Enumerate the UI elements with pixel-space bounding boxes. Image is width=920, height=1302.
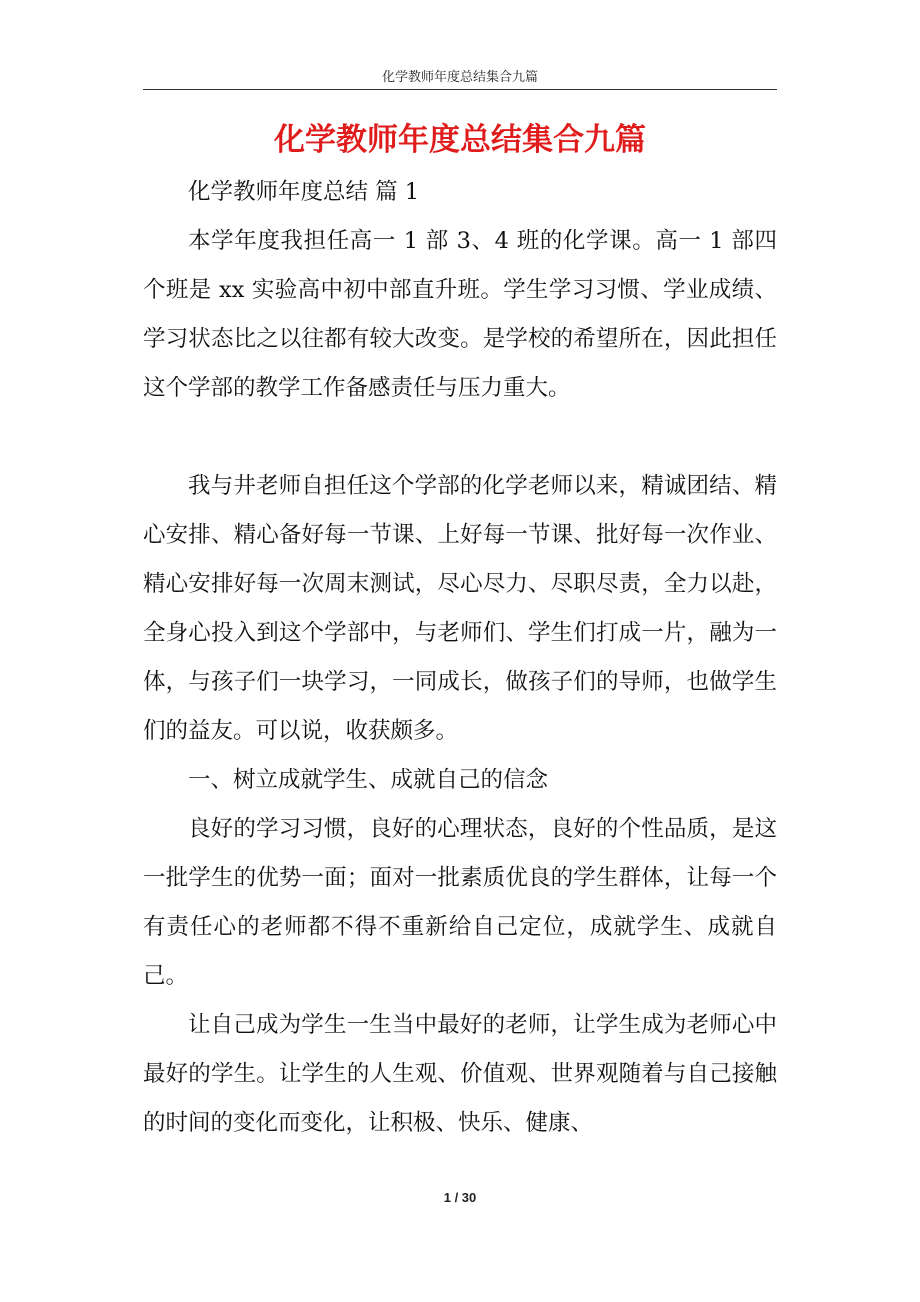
section-heading: 一、树立成就学生、成就自己的信念 xyxy=(188,767,549,793)
page-number: 1 / 30 xyxy=(443,1190,477,1205)
document-body xyxy=(143,168,777,1148)
body-paragraph: 良好的学习习惯，良好的心理状态，良好的个性品质，是这一批学生的优势一面；面对一批素质优良的学生群体，让每一个有责任心的老师都不得不重新给自己定位，成就学生、成就自己。 xyxy=(143,816,777,989)
body-paragraph: 我与井老师自担任这个学部的化学老师以来，精诚团结、精心安排、精心备好每一节课、上好每一节课、批好每一次作业、精心安排好每一次周末测试，尽心尽力、尽职尽责，全力以赴，全身心投入到这个学部中，与老师们、学生们打成一片，融为一体，与孩子们一块学习，一同成长，做孩子们的导师，也做学生们的益友。可以说，收获颇多。 xyxy=(143,473,777,744)
document-title: 化学教师年度总结集合九篇 xyxy=(274,122,646,158)
section-subheading: 化学教师年度总结 篇 1 xyxy=(188,179,420,205)
running-header-title: 化学教师年度总结集合九篇 xyxy=(381,70,538,85)
body-paragraph: 本学年度我担任高一 1 部 3、4 班的化学课。高一 1 部四个班是 xx 实验高中初中部直升班。学生学习习惯、学业成绩、学习状态比之以往都有较大改变。是学校的希望所在，因此担任这个学部的教学工作备感责任与压力重大。 xyxy=(143,228,777,401)
body-paragraph: 让自己成为学生一生当中最好的老师，让学生成为老师心中最好的学生。让学生的人生观、价值观、世界观随着与自己接触的时间的变化而变化，让积极、快乐、健康、 xyxy=(143,1012,777,1136)
header-divider xyxy=(143,89,777,90)
